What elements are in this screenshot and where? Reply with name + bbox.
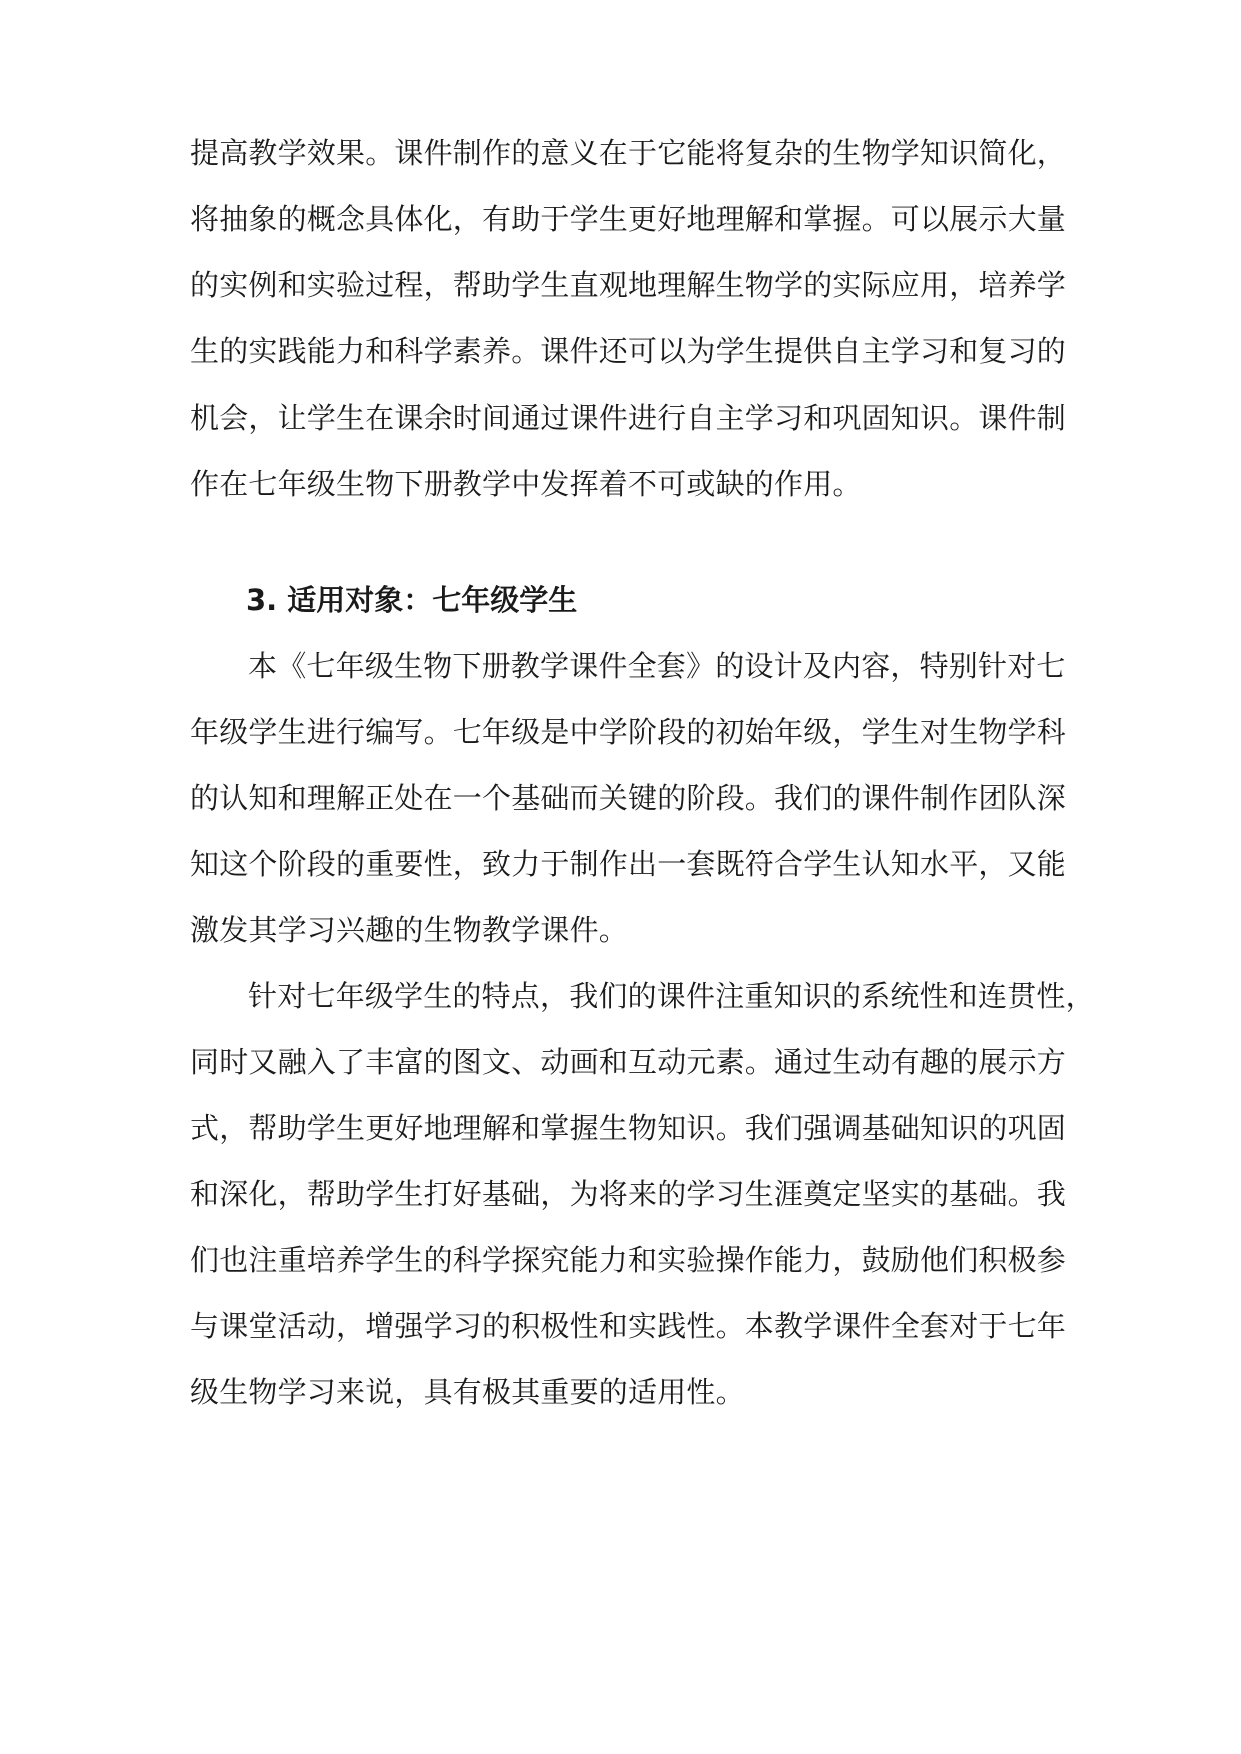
paragraph-1-line-1: 提高教学效果。课件制作的意义在于它能将复杂的生物学知识简化， bbox=[190, 136, 1067, 170]
paragraph-2-line-3: 的认知和理解正处在一个基础而关键的阶段。我们的课件制作团队深 bbox=[190, 781, 1067, 815]
paragraph-1-line-6: 作在七年级生物下册教学中发挥着不可或缺的作用。 bbox=[190, 467, 862, 501]
paragraph-3-line-3: 式，帮助学生更好地理解和掌握生物知识。我们强调基础知识的巩固 bbox=[190, 1111, 1067, 1145]
paragraph-3-line-1: 针对七年级学生的特点，我们的课件注重知识的系统性和连贯性， bbox=[248, 979, 1095, 1013]
paragraph-2-line-1: 本《七年级生物下册教学课件全套》的设计及内容，特别针对七 bbox=[248, 649, 1066, 683]
paragraph-1-line-2: 将抽象的概念具体化，有助于学生更好地理解和掌握。可以展示大量 bbox=[190, 202, 1067, 236]
paragraph-1-line-4: 生的实践能力和科学素养。课件还可以为学生提供自主学习和复习的 bbox=[190, 334, 1067, 368]
paragraph-3-line-5: 们也注重培养学生的科学探究能力和实验操作能力，鼓励他们积极参 bbox=[190, 1243, 1067, 1277]
paragraph-2-line-2: 年级学生进行编写。七年级是中学阶段的初始年级，学生对生物学科 bbox=[190, 715, 1067, 749]
paragraph-3-line-4: 和深化，帮助学生打好基础，为将来的学习生涯奠定坚实的基础。我 bbox=[190, 1177, 1067, 1211]
paragraph-2-line-4: 知这个阶段的重要性，致力于制作出一套既符合学生认知水平，又能 bbox=[190, 847, 1067, 881]
section-3-heading: 3. 适用对象：七年级学生 bbox=[246, 583, 578, 617]
paragraph-3-line-6: 与课堂活动，增强学习的积极性和实践性。本教学课件全套对于七年 bbox=[190, 1309, 1067, 1343]
paragraph-2-line-5: 激发其学习兴趣的生物教学课件。 bbox=[190, 913, 629, 947]
paragraph-1-line-5: 机会，让学生在课余时间通过课件进行自主学习和巩固知识。课件制 bbox=[190, 401, 1067, 435]
paragraph-3-line-2: 同时又融入了丰富的图文、动画和互动元素。通过生动有趣的展示方 bbox=[190, 1045, 1067, 1079]
paragraph-3-line-7: 级生物学习来说，具有极其重要的适用性。 bbox=[190, 1375, 745, 1409]
paragraph-1-line-3: 的实例和实验过程，帮助学生直观地理解生物学的实际应用，培养学 bbox=[190, 268, 1067, 302]
